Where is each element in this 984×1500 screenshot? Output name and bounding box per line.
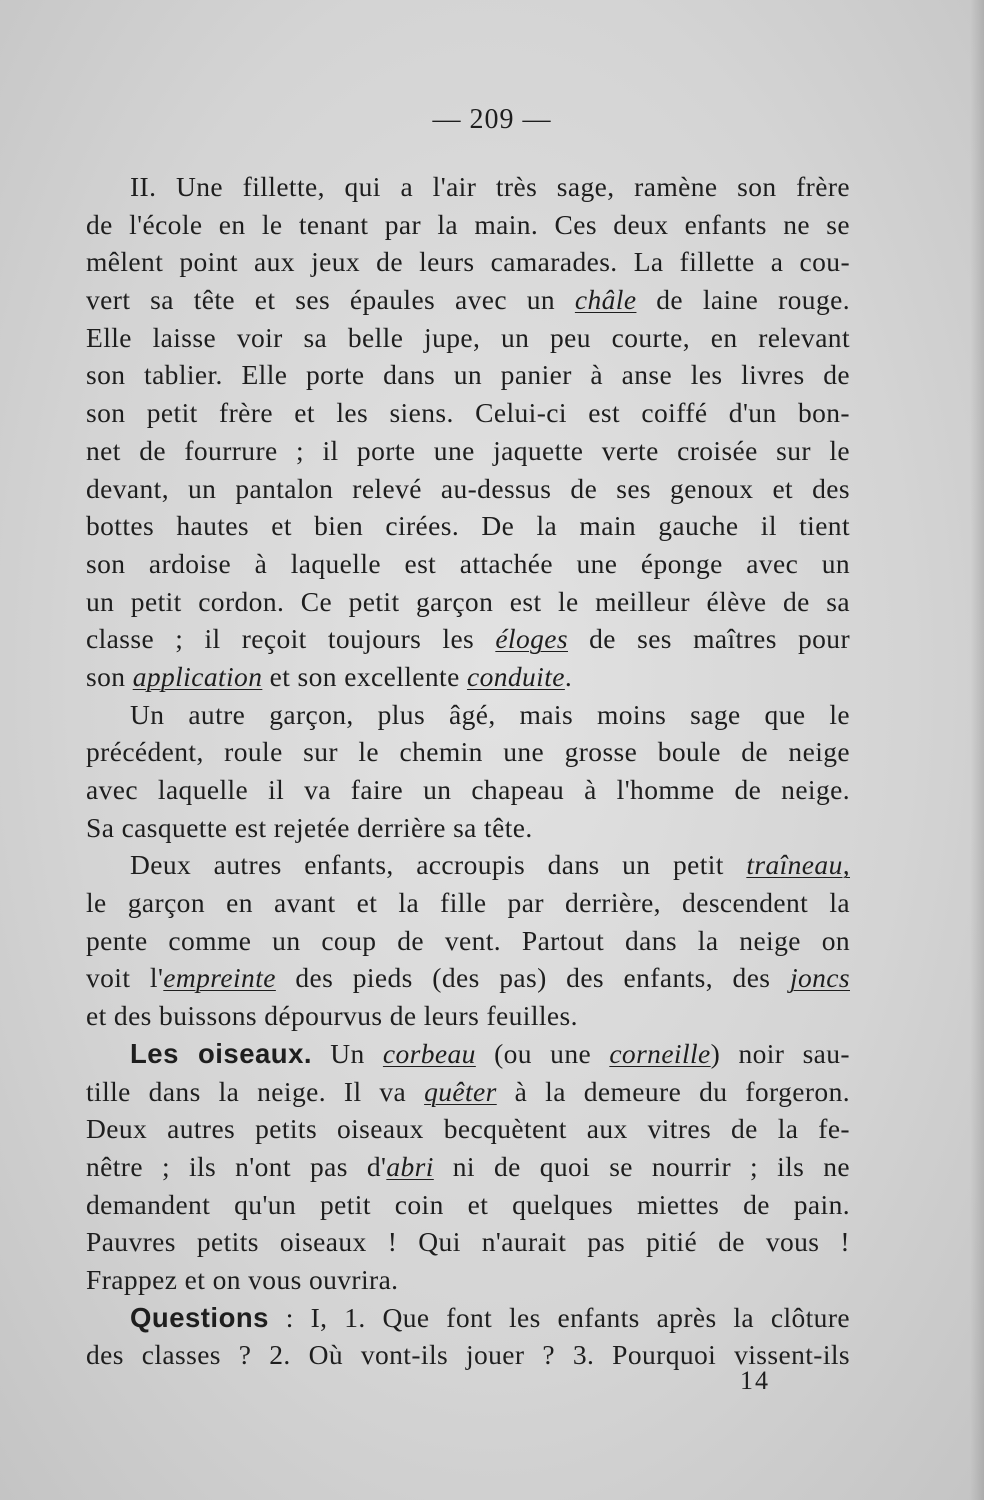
text-line (86, 620, 850, 658)
text-run: Elle laisse voir sa belle jupe, un peu courte, en relevant (86, 321, 850, 353)
text-run: classe ; il reçoit toujours les (86, 623, 496, 655)
text-run: son petit frère et les siens. Celui-ci est coiffé d'un bon- (86, 397, 850, 429)
text-line (86, 1261, 850, 1299)
emphasized-word: corneille (609, 1037, 711, 1069)
text-run: mêlent point aux jeux de leurs camarades. La fillette a cou- (86, 246, 850, 278)
emphasized-word: quêter (424, 1075, 497, 1107)
text-run: son ardoise à laquelle est attachée une éponge avec un (86, 547, 850, 579)
text-run: Deux autres petits oiseaux becquètent aux vitres de la fe- (86, 1113, 850, 1145)
text-run: . (564, 660, 573, 692)
emphasized-word: éloges (495, 623, 568, 655)
text-run: Frappez et on vous ouvrira. (86, 1263, 399, 1295)
text-run: de laine rouge. (636, 284, 850, 316)
text-line (86, 432, 850, 470)
text-run: précédent, roule sur le chemin une grosse boule de neige (86, 736, 850, 768)
text-run: et son excellente (262, 660, 467, 692)
text-line (86, 922, 850, 960)
text-line (86, 1299, 850, 1337)
emphasized-word: conduite (466, 660, 565, 692)
text-line (86, 658, 850, 696)
text-line (86, 281, 850, 319)
text-run: et des buissons dépourvus de leurs feuilles. (86, 1000, 578, 1032)
text-line (86, 1110, 850, 1148)
text-run: tille dans la neige. Il va (86, 1075, 425, 1107)
text-line (86, 1336, 850, 1374)
text-run: vert sa tête et ses épaules avec un (86, 284, 575, 316)
text-line (86, 1148, 850, 1186)
text-run: II. Une fillette, qui a l'air très sage, ramène son frère (130, 171, 850, 202)
text-run: : I, 1. Que font les enfants après la clôture (268, 1301, 850, 1333)
text-line (86, 1186, 850, 1224)
signature-mark: 14 (740, 1366, 770, 1395)
text-run: devant, un pantalon relevé au-dessus de ses genoux et des (86, 472, 850, 504)
text-run: un petit cordon. Ce petit garçon est le meilleur élève de sa (86, 585, 850, 617)
text-line (86, 243, 850, 281)
text-run: de l'école en le tenant par la main. Ces deux enfants ne se (86, 208, 850, 240)
text-line (86, 846, 850, 884)
text-run: (ou une (475, 1037, 610, 1069)
text-run: demandent qu'un petit coin et quelques miettes de pain. (86, 1188, 850, 1220)
text-line (86, 884, 850, 922)
text-line (86, 394, 850, 432)
text-run: Deux autres enfants, accroupis dans un petit (130, 849, 747, 881)
text-run: son (86, 660, 133, 692)
text-line (86, 997, 850, 1035)
text-line (86, 733, 850, 771)
text-line (86, 356, 850, 394)
text-run: nêtre ; ils n'ont pas d' (86, 1150, 387, 1182)
text-run: le garçon en avant et la fille par derrière, descendent la (86, 887, 850, 919)
text-run: net de fourrure ; il porte une jaquette verte croisée sur le (86, 434, 850, 466)
text-line (86, 206, 850, 244)
section-heading: Les oiseaux. (130, 1037, 313, 1069)
text-line (86, 583, 850, 621)
text-run: Pauvres petits oiseaux ! Qui n'aurait pas pitié de vous ! (86, 1226, 850, 1258)
text-run: Sa casquette est rejetée derrière sa tête. (86, 811, 533, 843)
text-line (86, 1223, 850, 1261)
text-run: des pieds (des pas) des enfants, des (275, 962, 790, 994)
text-line (86, 545, 850, 583)
text-line (86, 1073, 850, 1111)
text-run: ni de quoi se nourrir ; ils ne (433, 1150, 850, 1182)
text-line (86, 1035, 850, 1073)
text-run: à la demeure du forgeron. (496, 1075, 850, 1107)
emphasized-word: abri (386, 1150, 434, 1182)
emphasized-word: corbeau (382, 1037, 476, 1069)
emphasized-word: traîneau, (746, 849, 850, 881)
page-edge-shadow (970, 0, 984, 1500)
text-run: Un (312, 1037, 383, 1069)
text-run: de ses maîtres pour (567, 623, 850, 655)
page-number: — 209 — (432, 104, 552, 135)
text-run: bottes hautes et bien cirées. De la main gauche il tient (86, 510, 850, 542)
text-line (86, 168, 850, 206)
emphasized-word: application (132, 660, 263, 692)
text-line (86, 507, 850, 545)
text-line (86, 696, 850, 734)
emphasized-word: châle (574, 284, 637, 316)
text-run: ) noir sau- (710, 1037, 850, 1069)
text-run: son tablier. Elle porte dans un panier à anse les livres de (86, 359, 850, 391)
text-run: pente comme un coup de vent. Partout dans la neige on (86, 924, 850, 956)
body-text (86, 168, 850, 1374)
text-run: des classes ? 2. Où vont-ils jouer ? 3. Pourquoi vissent-ils (86, 1339, 850, 1371)
emphasized-word: joncs (789, 962, 850, 994)
text-run: avec laquelle il va faire un chapeau à l'homme de neige. (86, 774, 850, 805)
text-line (86, 771, 850, 809)
text-line (86, 959, 850, 997)
text-line (86, 319, 850, 357)
text-line (86, 470, 850, 508)
section-heading: Questions (130, 1301, 269, 1333)
text-line (86, 809, 850, 847)
text-run: voit l' (86, 962, 164, 994)
text-run: Un autre garçon, plus âgé, mais moins sage que le (130, 698, 850, 730)
emphasized-word: empreinte (163, 962, 276, 994)
